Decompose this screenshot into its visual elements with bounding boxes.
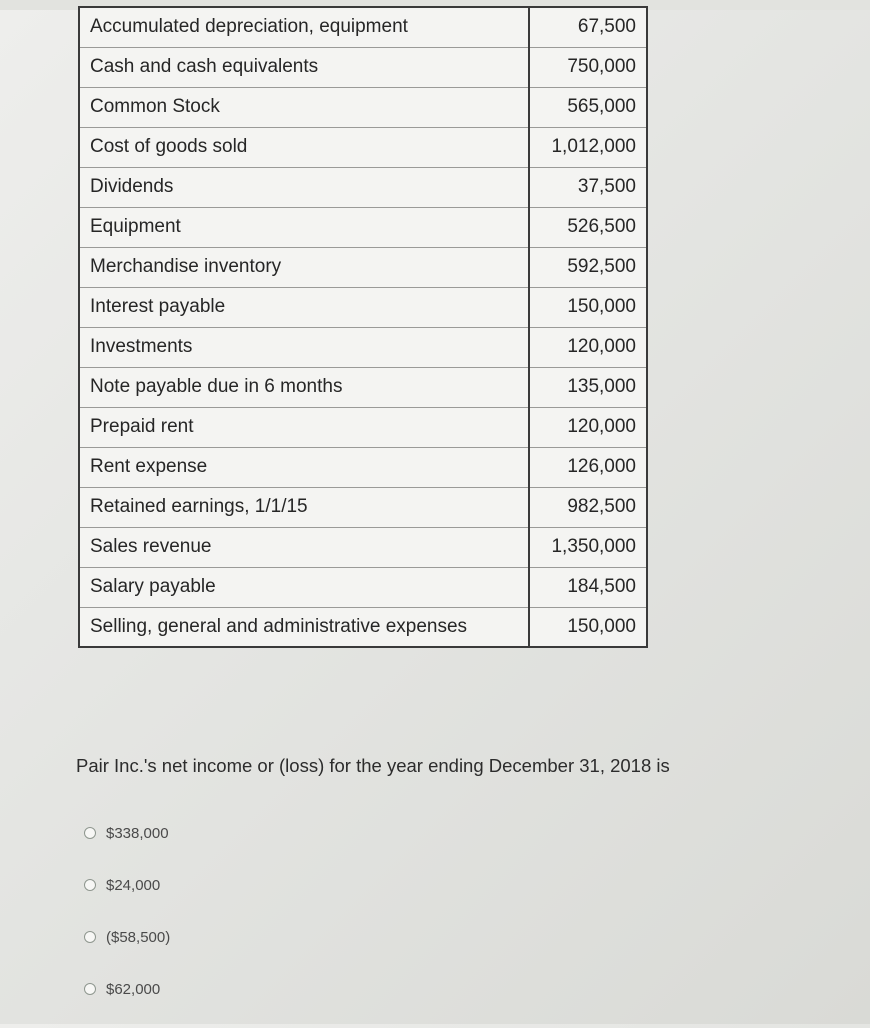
account-amount: 592,500 [529, 247, 647, 287]
radio-button-icon[interactable] [84, 931, 96, 943]
account-name: Investments [79, 327, 529, 367]
account-name: Sales revenue [79, 527, 529, 567]
answer-option-3[interactable] [84, 924, 170, 950]
account-name: Merchandise inventory [79, 247, 529, 287]
account-amount: 982,500 [529, 487, 647, 527]
table-row [79, 527, 647, 567]
account-name: Interest payable [79, 287, 529, 327]
table-row [79, 87, 647, 127]
account-amount: 67,500 [529, 7, 647, 47]
table-row [79, 447, 647, 487]
table-row [79, 567, 647, 607]
account-name: Common Stock [79, 87, 529, 127]
answer-option-1[interactable] [84, 820, 170, 846]
table-row [79, 167, 647, 207]
answer-option-label: ($58,500) [106, 928, 171, 946]
account-amount: 135,000 [529, 367, 647, 407]
account-amount: 565,000 [529, 87, 647, 127]
radio-button-icon[interactable] [84, 879, 96, 891]
account-amount: 1,012,000 [529, 127, 647, 167]
table-row [79, 407, 647, 447]
account-amount: 750,000 [529, 47, 647, 87]
radio-button-icon[interactable] [84, 827, 96, 839]
table-row [79, 247, 647, 287]
table-row [79, 207, 647, 247]
account-name: Note payable due in 6 months [79, 367, 529, 407]
table-row [79, 47, 647, 87]
account-name: Accumulated depreciation, equipment [79, 7, 529, 47]
account-amount: 120,000 [529, 327, 647, 367]
radio-button-icon[interactable] [84, 983, 96, 995]
account-name: Cost of goods sold [79, 127, 529, 167]
account-name: Salary payable [79, 567, 529, 607]
account-amount: 120,000 [529, 407, 647, 447]
account-amount: 37,500 [529, 167, 647, 207]
answer-option-4[interactable] [84, 976, 170, 1002]
answer-option-label: $24,000 [106, 876, 161, 894]
account-name: Selling, general and administrative expenses [79, 607, 529, 647]
answer-options [84, 820, 170, 1028]
account-amount: 126,000 [529, 447, 647, 487]
account-amount: 150,000 [529, 607, 647, 647]
account-amount: 1,350,000 [529, 527, 647, 567]
answer-option-label: $62,000 [106, 980, 161, 998]
question-text: Pair Inc.'s net income or (loss) for the year ending December 31, 2018 is [76, 755, 670, 776]
account-name: Equipment [79, 207, 529, 247]
account-name: Cash and cash equivalents [79, 47, 529, 87]
answer-option-label: $338,000 [106, 824, 169, 842]
table-row [79, 487, 647, 527]
answer-option-2[interactable] [84, 872, 170, 898]
table-row [79, 7, 647, 47]
account-amount: 526,500 [529, 207, 647, 247]
table-row [79, 127, 647, 167]
table-row [79, 287, 647, 327]
account-amount: 184,500 [529, 567, 647, 607]
table-row [79, 327, 647, 367]
table-row [79, 607, 647, 647]
account-name: Prepaid rent [79, 407, 529, 447]
account-name: Retained earnings, 1/1/15 [79, 487, 529, 527]
account-name: Rent expense [79, 447, 529, 487]
table-row [79, 367, 647, 407]
account-name: Dividends [79, 167, 529, 207]
account-balances-table [78, 6, 648, 648]
account-amount: 150,000 [529, 287, 647, 327]
